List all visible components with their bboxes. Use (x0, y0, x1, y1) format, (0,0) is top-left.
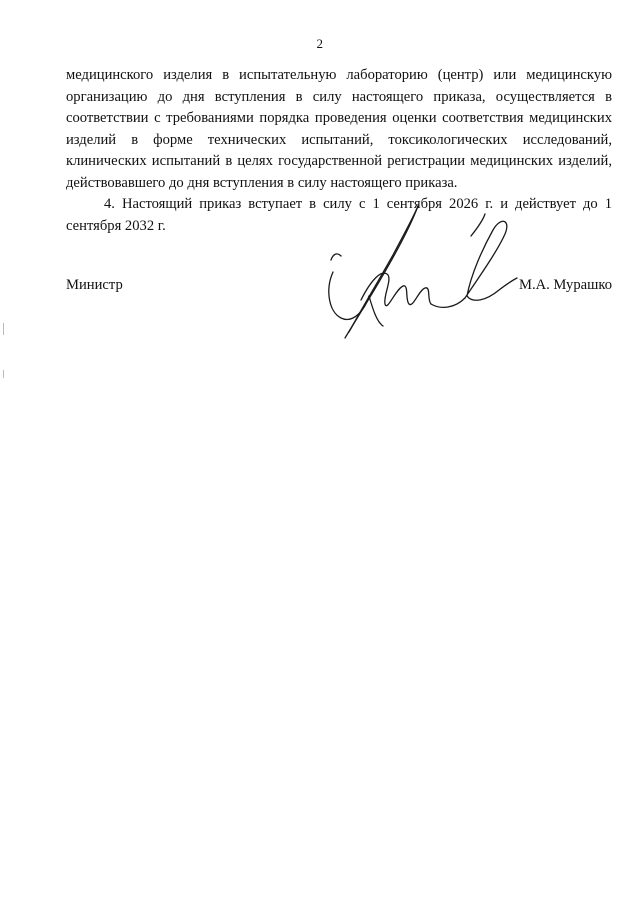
page-number: 2 (316, 36, 324, 51)
paragraph-effective-date: 4. Настоящий приказ вступает в силу с 1 сентября 2026 г. и действует до 1 сентября 2032 г. (66, 196, 612, 234)
signatory-title: Министр (66, 277, 123, 293)
signature-block (66, 268, 612, 358)
signatory-name: М.А. Мурашко (518, 277, 612, 293)
scan-mark (3, 323, 4, 335)
paragraph-continuation: медицинского изделия в испытательную лабораторию (центр) или медицинскую организацию до дня вступления в силу настоящего приказа, осуществляется в соответствии с требованиями порядка проведения оценки соответствия медицинских изделий в форме технических испытаний, токсикологических исследований, клинических испытаний в целях государственной регистрации медицинских изделий, действовавшего до дня вступления в силу настоящего приказа. (66, 67, 612, 191)
handwritten-signature (321, 200, 521, 350)
scan-mark (3, 370, 4, 378)
